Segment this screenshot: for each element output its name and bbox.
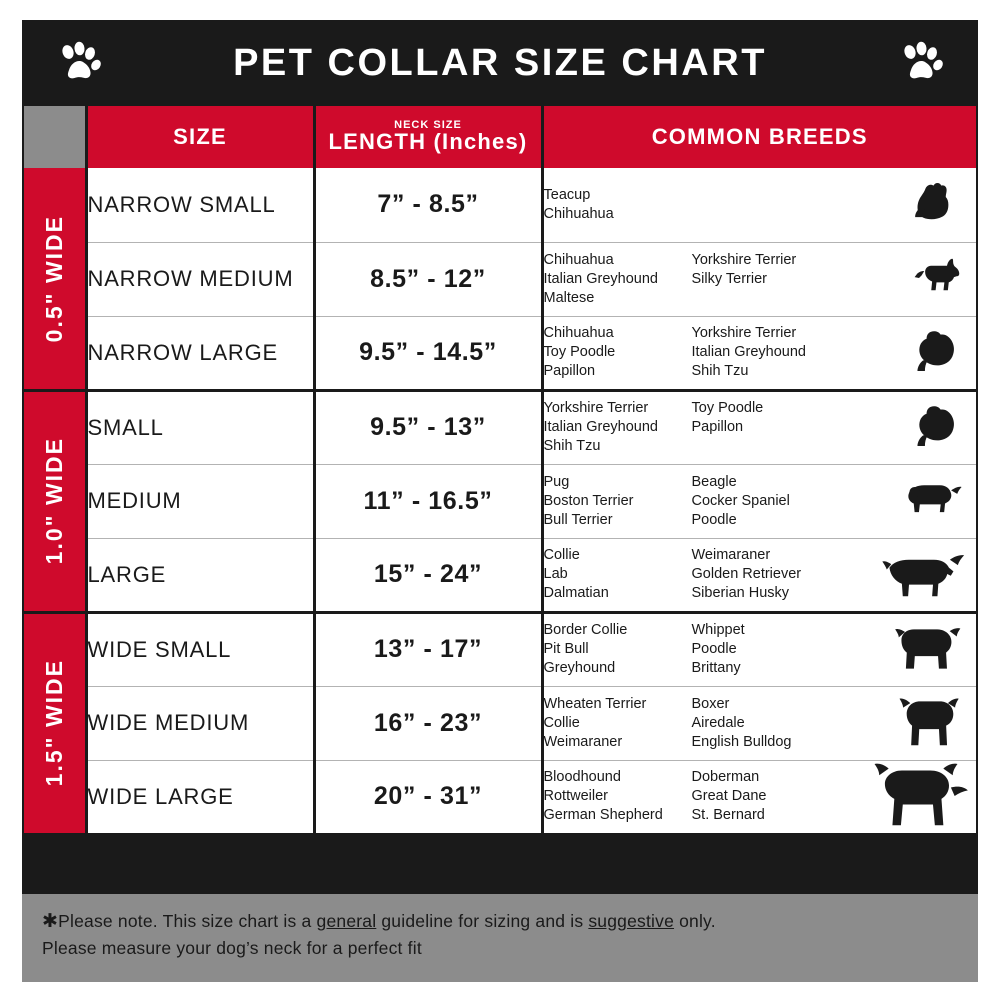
breed-name: Chihuahua <box>543 251 614 268</box>
length-cell: 11” - 16.5” <box>314 464 542 538</box>
chart-frame <box>22 20 978 982</box>
breed-name: Boxer <box>691 695 730 712</box>
breeds-column-1 <box>544 251 692 308</box>
breed-name: Pit Bull <box>543 641 589 657</box>
breeds-column-2 <box>692 546 832 603</box>
breed-name: Border Collie <box>543 622 628 638</box>
breeds-column-2 <box>692 768 832 825</box>
breed-name: Italian Greyhound <box>691 344 806 360</box>
length-cell: 9.5” - 14.5” <box>314 316 542 390</box>
breed-name: Italian Greyhound <box>543 419 658 435</box>
breed-name: Beagle <box>691 473 737 490</box>
breeds-column-1 <box>544 621 692 678</box>
group-label-0 <box>24 168 86 390</box>
footer-line-1 <box>42 908 956 935</box>
footer-text-b: guideline for sizing and is <box>376 911 589 931</box>
breed-name: Brittany <box>691 660 741 676</box>
length-cell: 9.5” - 13” <box>314 390 542 464</box>
breed-name: Toy Poodle <box>691 400 764 416</box>
size-table-wrapper <box>22 106 978 894</box>
breeds-column-2 <box>692 324 832 381</box>
table-row <box>24 686 976 760</box>
size-cell: WIDE LARGE <box>86 760 314 834</box>
length-cell: 8.5” - 12” <box>314 242 542 316</box>
breed-name: Chihuahua <box>543 205 614 222</box>
page-title: PET COLLAR SIZE CHART <box>233 41 767 84</box>
breed-name: Shih Tzu <box>691 363 749 379</box>
breed-name: Great Dane <box>691 788 767 804</box>
size-cell: WIDE SMALL <box>86 612 314 686</box>
chart-header <box>22 20 978 106</box>
size-cell: WIDE MEDIUM <box>86 686 314 760</box>
breed-name: Collie <box>543 714 580 731</box>
breed-name: Yorkshire Terrier <box>691 251 797 268</box>
group-label-text: 0.5" WIDE <box>40 214 67 342</box>
footer-line-2: Please measure your dog’s neck for a perfect fit <box>42 938 422 958</box>
table-row <box>24 538 976 612</box>
breed-name: Greyhound <box>543 660 616 676</box>
breeds-cell <box>542 538 976 612</box>
header-corner-cell <box>24 106 86 168</box>
breed-name: Collie <box>543 547 580 563</box>
breed-name: Wheaten Terrier <box>543 695 647 712</box>
size-cell: SMALL <box>86 390 314 464</box>
breeds-column-1 <box>544 768 692 825</box>
footer-note <box>22 894 978 982</box>
size-table <box>24 106 976 836</box>
breeds-cell <box>542 760 976 834</box>
breed-name: Cocker Spaniel <box>691 492 790 509</box>
column-header-breeds: COMMON BREEDS <box>542 106 976 168</box>
size-cell: MEDIUM <box>86 464 314 538</box>
breed-name: St. Bernard <box>691 807 765 823</box>
breed-name: Shih Tzu <box>543 438 601 454</box>
breed-name: Siberian Husky <box>691 585 790 601</box>
footer-underline-suggestive: suggestive <box>588 911 675 931</box>
table-header-row <box>24 106 976 168</box>
group-label-text: 1.5" WIDE <box>40 659 67 787</box>
footer-underline-general: general <box>316 911 377 931</box>
breeds-column-1 <box>544 324 692 381</box>
breeds-cell <box>542 464 976 538</box>
length-cell: 16” - 23” <box>314 686 542 760</box>
group-label-text: 1.0" WIDE <box>40 437 67 565</box>
breeds-column-1 <box>544 695 692 752</box>
size-cell: NARROW SMALL <box>86 168 314 242</box>
breeds-column-2 <box>692 399 832 456</box>
breed-name: Poodle <box>691 511 737 528</box>
breed-name: Dalmatian <box>543 585 609 601</box>
table-row <box>24 242 976 316</box>
breed-name: Teacup <box>543 186 591 203</box>
breeds-cell <box>542 612 976 686</box>
asterisk-icon: ✱ <box>42 911 59 932</box>
column-header-length-sub: NECK SIZE <box>394 119 462 131</box>
breed-name: Whippet <box>691 622 745 638</box>
breeds-column-1 <box>544 186 692 224</box>
table-row <box>24 316 976 390</box>
breeds-cell <box>542 242 976 316</box>
breeds-column-2 <box>692 621 832 678</box>
length-cell: 7” - 8.5” <box>314 168 542 242</box>
table-row <box>24 612 976 686</box>
breeds-cell <box>542 316 976 390</box>
breed-name: Lab <box>543 566 568 582</box>
breed-name: Weimaraner <box>543 733 623 750</box>
size-cell: NARROW MEDIUM <box>86 242 314 316</box>
breed-name: German Shepherd <box>543 807 663 823</box>
breed-name: English Bulldog <box>691 733 792 750</box>
breeds-column-2 <box>692 251 832 308</box>
table-row <box>24 760 976 834</box>
length-cell: 15” - 24” <box>314 538 542 612</box>
paw-print-icon <box>56 40 102 86</box>
breed-name: Rottweiler <box>543 788 608 804</box>
breed-name: Toy Poodle <box>543 344 616 360</box>
breed-name: Doberman <box>691 769 760 785</box>
breed-name: Bull Terrier <box>543 511 613 528</box>
breed-name: Maltese <box>543 289 595 306</box>
breeds-column-1 <box>544 399 692 456</box>
group-label-1 <box>24 390 86 612</box>
length-cell: 13” - 17” <box>314 612 542 686</box>
breeds-cell <box>542 390 976 464</box>
paw-print-icon <box>898 40 944 86</box>
footer-text-a: Please note. This size chart is a <box>58 911 317 931</box>
breed-name: Chihuahua <box>543 325 614 341</box>
breeds-column-1 <box>544 546 692 603</box>
footer-text-c: only. <box>674 911 716 931</box>
breed-name: Silky Terrier <box>691 270 767 287</box>
breeds-column-2 <box>692 695 832 752</box>
size-cell: NARROW LARGE <box>86 316 314 390</box>
breed-name: Papillon <box>543 363 596 379</box>
breeds-cell <box>542 686 976 760</box>
column-header-size: SIZE <box>86 106 314 168</box>
breeds-column-2 <box>692 473 832 530</box>
breed-name: Weimaraner <box>691 547 771 563</box>
length-cell: 20” - 31” <box>314 760 542 834</box>
breed-name: Airedale <box>691 714 745 731</box>
breed-name: Yorkshire Terrier <box>543 400 649 416</box>
breeds-column-2 <box>692 186 832 224</box>
breed-name: Yorkshire Terrier <box>691 325 797 341</box>
breed-name: Pug <box>543 473 570 490</box>
breed-name: Italian Greyhound <box>543 270 658 287</box>
group-label-2 <box>24 612 86 834</box>
table-row <box>24 464 976 538</box>
breed-name: Boston Terrier <box>543 492 634 509</box>
size-cell: LARGE <box>86 538 314 612</box>
breed-name: Papillon <box>691 419 744 435</box>
column-header-length-main: LENGTH (Inches) <box>328 129 528 154</box>
table-row <box>24 390 976 464</box>
breed-name: Poodle <box>691 641 737 657</box>
table-row <box>24 168 976 242</box>
breed-name: Golden Retriever <box>691 566 802 582</box>
breed-name: Bloodhound <box>543 769 621 785</box>
column-header-length <box>314 106 542 168</box>
breeds-cell <box>542 168 976 242</box>
breeds-column-1 <box>544 473 692 530</box>
